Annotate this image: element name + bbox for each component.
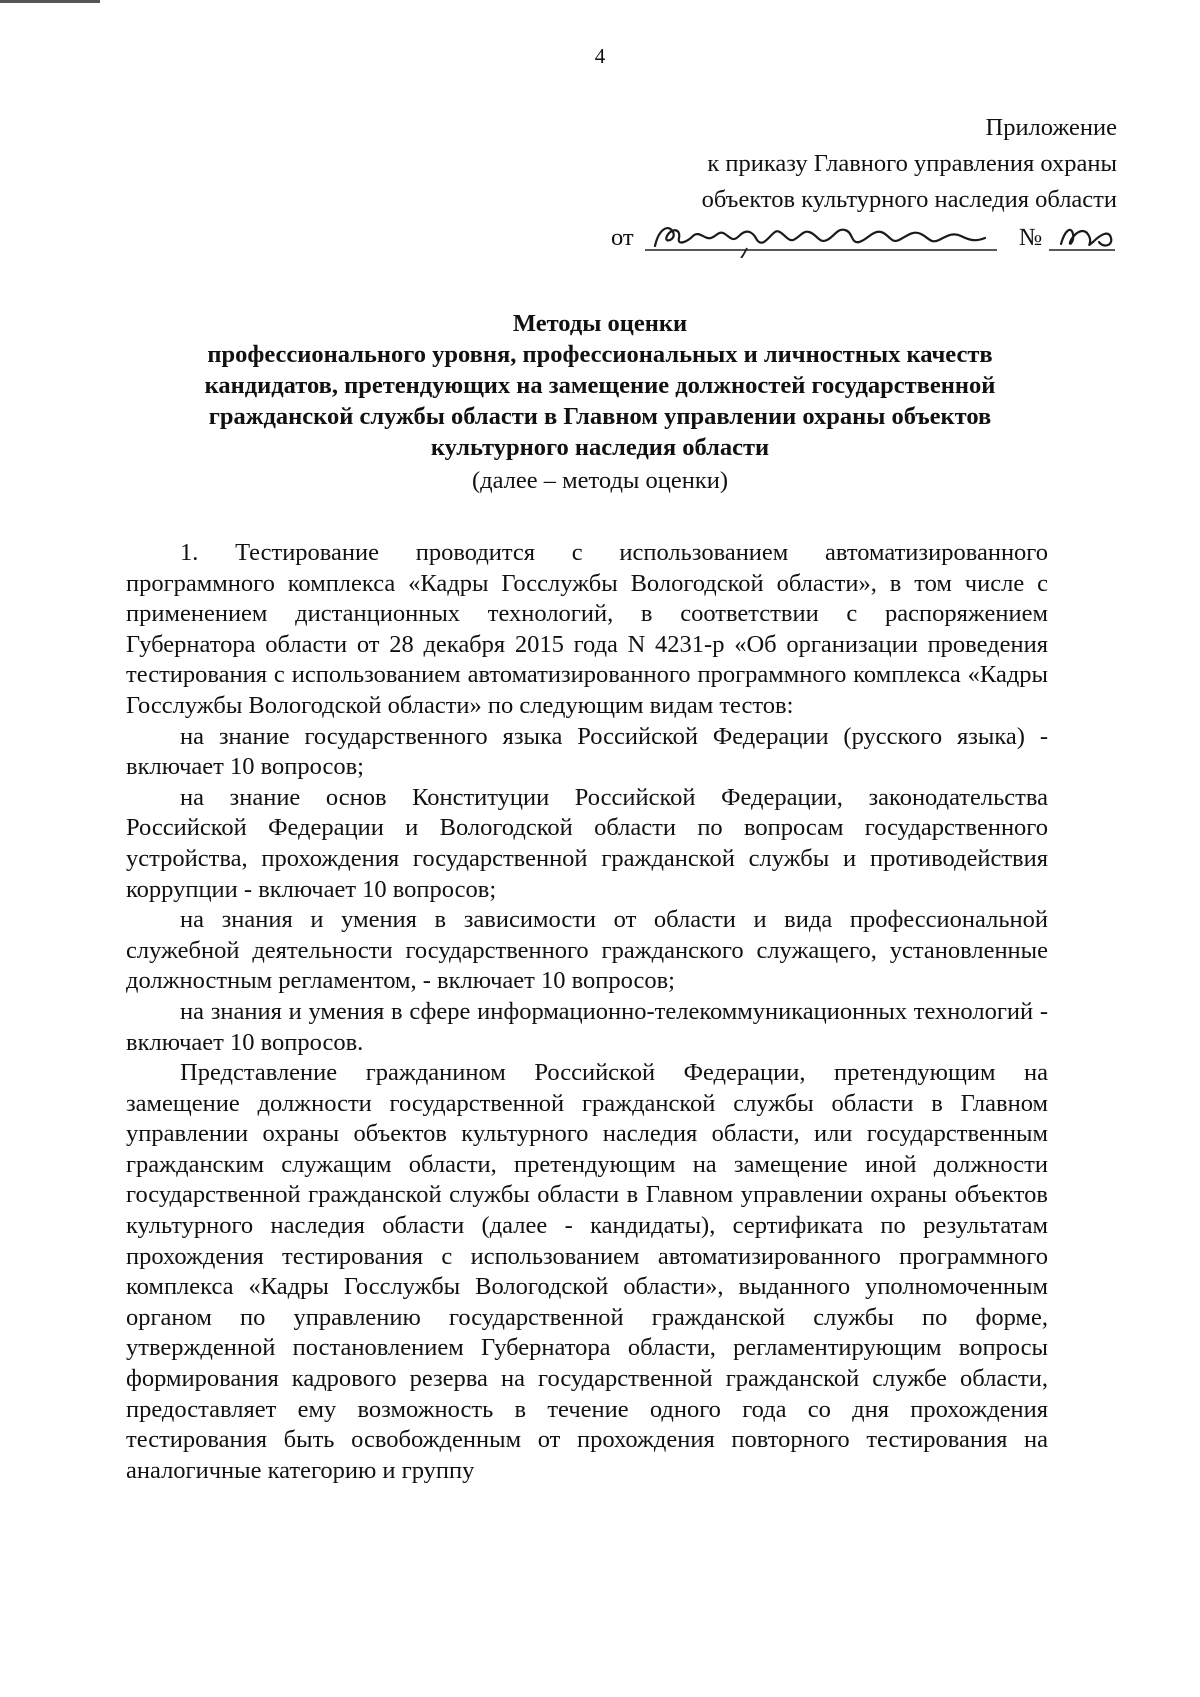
scan-edge-mark — [0, 0, 100, 3]
title-line: профессионального уровня, профессиональных и личностных качеств — [207, 341, 993, 368]
document-body — [126, 538, 1048, 1486]
paragraph-test-ict: на знания и умения в сфере информационно-телекоммуникационных технологий - включает 10 вопросов. — [126, 997, 1048, 1056]
order-date-number-row — [597, 218, 1117, 258]
document-title — [120, 308, 1080, 496]
paragraph-certificate: Представление гражданином Российской Федерации, претендующим на замещение должности государственной гражданской службы области в Главном управлении охраны объектов культурного наследия области, или государственным гражданским служащим области, претендующим на замещение иной должности государственной гражданской службы области в Главном управлении охраны объектов культурного наследия области (далее - кандидаты), сертификата по результатам прохождения тестирования с использованием автоматизированного программного комплекса «Кадры Госслужбы Вологодской области», выданного уполномоченным органом по управлению государственной гражданской службы по форме, утвержденной постановлением Губернатора области, регламентирующим вопросы формирования кадрового резерва на государственной гражданской службе области, предоставляет ему возможность в течение одного года со дня прохождения тестирования быть освобожденным от прохождения повторного тестирования на аналогичные категорию и группу — [126, 1059, 1048, 1484]
page-number: 4 — [594, 44, 606, 68]
paragraph-test-language: на знание государственного языка Российской Федерации (русского языка) - включает 10 вопросов; — [126, 722, 1048, 781]
title-line: Методы оценки — [512, 310, 688, 337]
title-line: культурного наследия области — [430, 434, 770, 461]
title-line: гражданской службы области в Главном управлении охраны объектов — [208, 403, 992, 430]
title-subtitle: (далее – методы оценки) — [471, 467, 729, 494]
appendix-order-ref: к приказу Главного управления охраны — [707, 150, 1117, 177]
title-line: кандидатов, претендующих на замещение должностей государственной — [204, 372, 996, 399]
from-label: от — [611, 224, 634, 251]
paragraph-test-constitution: на знание основ Конституции Российской Федерации, законодательства Российской Федерации и Вологодской области по вопросам государственного устройства, прохождения государственной гражданской службы и противодействия коррупции - включает 10 вопросов; — [126, 783, 1048, 903]
paragraph-testing: 1. Тестирование проводится с использованием автоматизированного программного комплекса «Кадры Госслужбы Вологодской области», в том числе с применением дистанционных технологий, в соответствии с распоряжением Губернатора области от 28 декабря 2015 года N 4231-р «Об организации проведения тестирования с использованием автоматизированного программного комплекса «Кадры Госслужбы Вологодской области» по следующим видам тестов: — [126, 539, 1048, 719]
appendix-header — [597, 110, 1117, 258]
appendix-title: Приложение — [985, 114, 1117, 141]
number-label: № — [1019, 224, 1043, 251]
appendix-order-ref-cont: объектов культурного наследия области — [701, 186, 1117, 213]
paragraph-test-professional: на знания и умения в зависимости от области и вида профессиональной служебной деятельности государственного гражданского служащего, установленные должностным регламентом, - включает 10 вопросов; — [126, 906, 1048, 995]
